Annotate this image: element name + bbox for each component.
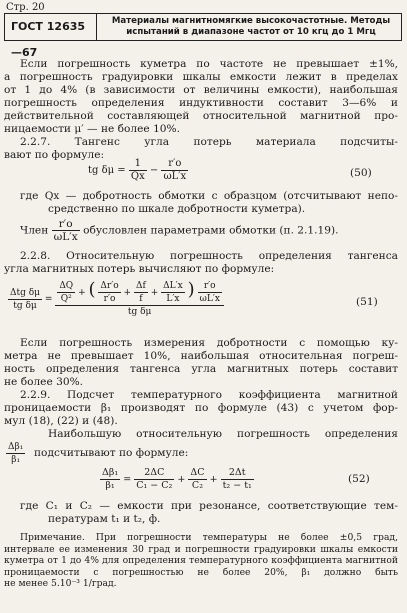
text-line: мул (18), (22) и (48). (4, 415, 118, 427)
eq-lhs-fraction: $\frac{\text{Δβ₁}}{\text{β₁}}$ (102, 467, 119, 491)
eq-fraction: $\frac{\Delta L'x}{L'x}$ (163, 281, 183, 304)
text-line: подсчитывают по формуле: (34, 447, 189, 459)
equation-51 (8, 280, 224, 318)
text-line: пературам t₁ и t₂, ф. (48, 513, 161, 525)
text-line: Наибольшую относительную погрешность определения (48, 428, 398, 440)
equation-number: (51) (356, 296, 378, 308)
text-line: погрешность определения индуктивности составит 3—6% и (4, 97, 398, 109)
eq-fraction: $\frac{\Delta C}{\text{C₂}}$ (190, 467, 205, 491)
text-line: Если погрешность куметра по частоте не превышает ±1%, (20, 58, 398, 70)
note-line: Примечание. При погрешности температуры не более ±0,5 град, (20, 532, 398, 543)
standard-code: ГОСТ 12635—67 (5, 14, 97, 40)
standard-title (103, 16, 399, 38)
eq-operator: − (149, 165, 159, 176)
note-line: не менее 5.10⁻³ 1/град. (4, 578, 117, 589)
text-line: 2.2.7. Тангенс угла потерь материала подсчиты- (20, 136, 398, 148)
member-suffix: обусловлен параметрами обмотки (п. 2.1.19). (83, 224, 339, 237)
text-line: не более 30%. (4, 376, 84, 388)
text-line: 2.2.9. Подсчет температурного коэффициента магнитной (20, 389, 398, 401)
text-line: где C₁ и C₂ — емкости при резонансе, соответствующие тем- (20, 500, 398, 512)
text-line: ность определения тангенса угла магнитных потерь составит (4, 363, 398, 375)
member-prefix: Член (20, 224, 49, 237)
equation-number: (52) (348, 473, 370, 485)
eq-fraction: $\frac{1}{Qx}$ (130, 158, 145, 182)
eq-fraction: $\frac{r'o}{\omega L'x}$ (163, 158, 187, 182)
header-box (4, 13, 402, 59)
eq-lhs: tg δμ = (88, 165, 126, 176)
note-line: интервале ее изменения 30 град и погрешности градуировки шкалы емкости (4, 543, 398, 555)
eq-operator: + (177, 474, 186, 485)
eq-operator: = (123, 474, 132, 485)
member-line (20, 218, 339, 243)
equation-52 (100, 467, 254, 492)
text-line: метра не превышает 10%, наибольшая относительная погреш- (4, 350, 398, 362)
text-line: 2.2.8. Относительную погрешность определения тангенса (20, 250, 398, 262)
eq-fraction: $\frac{r'o}{\omega L'x}$ (199, 281, 220, 304)
equation-50 (88, 158, 188, 183)
text-line: проницаемости β₁ производят по формуле (43) с учетом фор- (4, 402, 398, 414)
note-line: куметра от 1 до 4% для определения температурного коэффициента магнитной (4, 555, 398, 566)
eq-fraction: $\frac{\Delta f}{f}$ (135, 281, 146, 304)
eq-fraction: $\frac{2\Delta t}{\text{t₂ − t₁}}$ (222, 467, 252, 491)
text-line: Если погрешность измерения добротности с помощью ку- (20, 337, 398, 349)
text-line: а погрешность градуировки шкалы емкости лежит в пределах (4, 71, 398, 83)
eq-fraction: $\frac{\Delta r'o}{r'o}$ (100, 281, 119, 304)
eq-fraction: $\frac{\Delta Q}{\text{Q²}}$ (59, 281, 74, 304)
text-line: от 1 до 4% (в зависимости от величины емкости), наибольшая (4, 84, 398, 96)
text-line: ницаемости μ′ — не более 10%. (4, 123, 180, 135)
eq-operator: + (78, 288, 86, 298)
eq-fraction: $\frac{r'o}{\omega L'x}$ (53, 218, 78, 243)
title-line: Материалы магнитномягкие высокочастотные. Методы (111, 16, 391, 26)
eq-operator: + (209, 474, 218, 485)
text-line: средственно по шкале добротности куметра). (48, 203, 306, 215)
text-line: действительной составляющей относительной магнитной про- (4, 110, 398, 122)
page-number: Стр. 20 (6, 2, 45, 13)
eq-operator: = (44, 294, 53, 305)
text-line: угла магнитных потерь вычисляют по формуле: (4, 263, 275, 275)
text-line: где Qx — добротность обмотки с образцом (отсчитывают непо- (20, 190, 398, 202)
title-line: испытаний в диапазоне частот от 10 кгц до 1 Мгц (126, 27, 376, 37)
eq-fraction: $\frac{2\Delta C}{\text{C₁ − C₂}}$ (136, 467, 173, 491)
eq-lhs-fraction: $\frac{\text{Δtg δμ}}{\text{tg δμ}}$ (10, 287, 41, 311)
note-line: проницаемости с погрешностью не более 20%, β₁ должно быть (4, 566, 398, 578)
equation-number: (50) (350, 167, 372, 179)
text-line: вают по формуле: (4, 149, 105, 161)
eq-big-fraction: $\frac{\Delta Q}{\text{Q²}}$ + ( $\frac{\Delta r'o}{r'o}$ + $\frac{\Delta f}{f}$ + $\frac{\Delta L'x}{L'x}$ ) $\frac{r'o}{\omega L'x}$ tg δμ (55, 280, 224, 318)
beta-fraction: $\frac{\text{Δβ₁}}{\text{β₁}}$ (8, 442, 24, 465)
